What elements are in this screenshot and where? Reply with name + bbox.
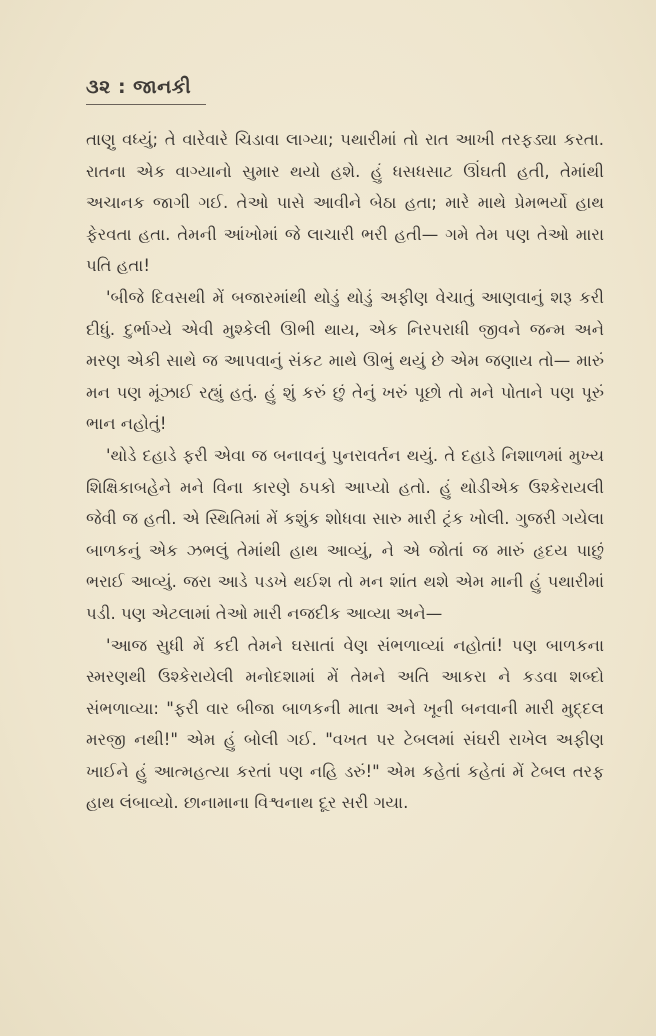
body-text <box>86 124 604 819</box>
chapter-title: જાનકી <box>133 76 192 98</box>
paragraph-2: 'બીજે દિવસથી મેં બજારમાંથી થોડું થોડું અફીણ વેચાતું આણવાનું શરૂ કરી દીધું. દુર્ભાગ્યે એવી મુશ્કેલી ઊભી થાય, એક નિરપરાધી જીવને જન્મ અને મરણ એકી સાથે જ આપવાનું સંકટ માથે ઊભું થયું છે એમ જણાય તો— મારું મન પણ મૂંઝાઈ રહ્યું હતું. હું શું કરું છું તેનું ખરું પૂછો તો મને પોતાને પણ પૂરું ભાન નહોતું! <box>86 287 604 434</box>
paragraph-4: 'આજ સુધી મેં કદી તેમને ઘસાતાં વેણ સંભળાવ્યાં નહોતાં! પણ બાળકના સ્મરણથી ઉશ્કેરાયેલી મનોદશામાં મેં તેમને અતિ આકરા ને કડવા શબ્દો સંભળાવ્યા: "ફરી વાર બીજા બાળકની માતા અને ખૂની બનવાની મારી મુદ્દલ મરજી નથી!" એમ હું બોલી ગઈ. "વખત પર ટેબલમાં સંઘરી રાખેલ અફીણ ખાઈને હું આત્મહત્યા કરતાં પણ નહિ ડરું!" એમ કહેતાં કહેતાં મેં ટેબલ તરફ હાથ લંબાવ્યો. છાનામાના વિશ્વનાથ દૂર સરી ગયા. <box>86 635 604 813</box>
paragraph-1: તાણુ વધ્યું; તે વારેવારે ચિડાવા લાગ્યા; પથારીમાં તો રાત આખી તરફડ્યા કરતા. રાતના એક વાગ્યાનો સુમાર થયો હશે. હું ધસધસાટ ઊંઘતી હતી, તેમાંથી અચાનક જાગી ગઈ. તેઓ પાસે આવીને બેઠા હતા; મારે માથે પ્રેમભર્યો હાથ ફેરવતા હતા. તેમની આંખોમાં જે લાચારી ભરી હતી— ગમે તેમ પણ તેઓ મારા પતિ હતા! <box>86 130 605 276</box>
running-header <box>86 76 191 98</box>
header-separator: : <box>117 76 127 98</box>
paragraph-3: 'થોડે દહાડે ફરી એવા જ બનાવનું પુનરાવર્તન થયું. તે દહાડે નિશાળમાં મુખ્ય શિક્ષિકાબહેને મને વિના કારણે ઠપકો આપ્યો હતો. હું થોડીએક ઉશ્કેરાયલી જેવી જ હતી. એ સ્થિતિમાં મેં કશુંક શોધવા સારુ મારી ટ્રંક ખોલી. ગુજરી ગયેલા બાળકનું એક ઝભલું તેમાંથી હાથ આવ્યું, ને એ જોતાં જ મારું હૃદય પાછું ભરાઈ આવ્યું. જરા આડે પડખે થઈશ તો મન શાંત થશે એમ માની હું પથારીમાં પડી. પણ એટલામાં તેઓ મારી નજદીક આવ્યા અને— <box>86 445 604 623</box>
header-underline <box>86 104 206 105</box>
page-number: ૩૨ <box>86 76 111 98</box>
